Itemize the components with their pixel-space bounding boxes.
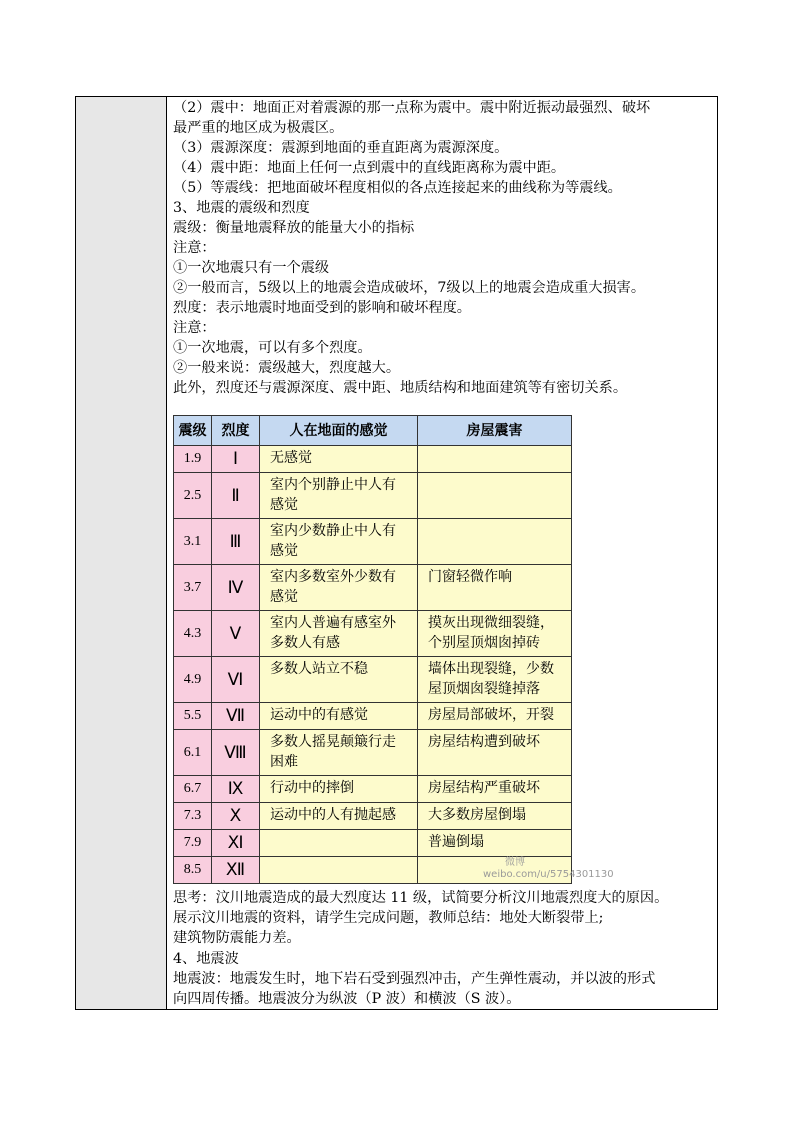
damage-cell bbox=[418, 703, 572, 730]
text-line: 烈度：表示地震时地面受到的影响和破坏程度。 bbox=[173, 300, 471, 316]
damage-text: 大多数房屋倒塌 bbox=[428, 807, 526, 823]
text-line: 注意： bbox=[173, 320, 216, 336]
feeling-text: 困难 bbox=[270, 754, 298, 770]
intensity-cell: Ⅹ bbox=[212, 803, 260, 830]
damage-cell bbox=[418, 730, 572, 776]
feeling-text: 行动中的摔倒 bbox=[270, 780, 354, 796]
text-line: 3、地震的震级和烈度 bbox=[173, 200, 310, 216]
damage-text: 墙体出现裂缝，少数 bbox=[428, 661, 554, 677]
feeling-text: 室内人普遍有感室外 bbox=[270, 615, 396, 631]
intensity-cell: Ⅴ bbox=[212, 611, 260, 657]
table-row bbox=[174, 730, 572, 776]
feeling-cell bbox=[260, 857, 418, 884]
table-header-row bbox=[174, 416, 572, 446]
magnitude-cell: 4.9 bbox=[174, 657, 212, 703]
magnitude-cell: 6.1 bbox=[174, 730, 212, 776]
damage-cell bbox=[418, 830, 572, 857]
feeling-text: 无感觉 bbox=[270, 450, 312, 466]
feeling-text: 多数人站立不稳 bbox=[270, 661, 368, 677]
feeling-text: 感觉 bbox=[270, 589, 298, 605]
feeling-cell bbox=[260, 611, 418, 657]
damage-text: 房屋局部破坏，开裂 bbox=[428, 707, 554, 723]
text-line: 地震波：地震发生时，地下岩石受到强烈冲击，产生弹性震动，并以波的形式 bbox=[173, 971, 656, 987]
feeling-cell bbox=[260, 830, 418, 857]
intensity-cell: Ⅺ bbox=[212, 830, 260, 857]
text-line: （3）震源深度：震源到地面的垂直距离为震源深度。 bbox=[173, 140, 509, 156]
intensity-cell: Ⅲ bbox=[212, 519, 260, 565]
damage-text: 门窗轻微作响 bbox=[428, 569, 512, 585]
feeling-cell bbox=[260, 703, 418, 730]
left-column bbox=[76, 97, 167, 1009]
damage-cell bbox=[418, 611, 572, 657]
feeling-text: 运动中的有感觉 bbox=[270, 707, 368, 723]
feeling-text: 室内多数室外少数有 bbox=[270, 569, 396, 585]
intensity-cell: Ⅶ bbox=[212, 703, 260, 730]
text-line: 向四周传播。地震波分为纵波（P 波）和横波（S 波）。 bbox=[173, 991, 521, 1007]
header-magnitude: 震级 bbox=[174, 416, 212, 446]
table-row bbox=[174, 565, 572, 611]
magnitude-cell: 3.7 bbox=[174, 565, 212, 611]
text-line: （4）震中距：地面上任何一点到震中的直线距离称为震中距。 bbox=[173, 160, 566, 176]
feeling-cell bbox=[260, 565, 418, 611]
magnitude-cell: 7.9 bbox=[174, 830, 212, 857]
text-line: 震级：衡量地震释放的能量大小的指标 bbox=[173, 220, 415, 236]
table-row bbox=[174, 519, 572, 565]
damage-cell bbox=[418, 519, 572, 565]
magnitude-cell: 4.3 bbox=[174, 611, 212, 657]
feeling-text: 室内少数静止中人有 bbox=[270, 523, 396, 539]
damage-text: 房屋结构严重破坏 bbox=[428, 780, 540, 796]
feeling-text: 多数人摇晃颠簸行走 bbox=[270, 734, 396, 750]
magnitude-cell: 5.5 bbox=[174, 703, 212, 730]
table-row bbox=[174, 473, 572, 519]
damage-text: 屋顶烟囱裂缝掉落 bbox=[428, 681, 540, 697]
table-body bbox=[174, 446, 572, 884]
magnitude-cell: 3.1 bbox=[174, 519, 212, 565]
table-row bbox=[174, 657, 572, 703]
text-line: （2）震中：地面正对着震源的那一点称为震中。震中附近振动最强烈、破坏 bbox=[173, 100, 651, 116]
damage-cell bbox=[418, 473, 572, 519]
intensity-cell: Ⅷ bbox=[212, 730, 260, 776]
text-line: 建筑物防震能力差。 bbox=[173, 930, 301, 946]
feeling-cell bbox=[260, 473, 418, 519]
feeling-text: 感觉 bbox=[270, 543, 298, 559]
damage-text: 摸灰出现微细裂缝， bbox=[428, 615, 554, 631]
text-line: ②一般来说：震级越大，烈度越大。 bbox=[173, 360, 401, 376]
watermark bbox=[483, 857, 614, 881]
feeling-cell bbox=[260, 657, 418, 703]
intensity-cell: Ⅵ bbox=[212, 657, 260, 703]
damage-text: 个别屋顶烟囱掉砖 bbox=[428, 635, 540, 651]
damage-cell bbox=[418, 446, 572, 473]
table-row bbox=[174, 611, 572, 657]
magnitude-cell: 7.3 bbox=[174, 803, 212, 830]
text-line: 展示汶川地震的资料，请学生完成问题，教师总结：地处大断裂带上; bbox=[173, 910, 604, 926]
damage-cell bbox=[418, 776, 572, 803]
feeling-text: 室内个别静止中人有 bbox=[270, 477, 396, 493]
feeling-text: 运动中的人有抛起感 bbox=[270, 807, 396, 823]
intensity-cell: Ⅰ bbox=[212, 446, 260, 473]
text-line: ①一次地震，可以有多个烈度。 bbox=[173, 340, 372, 356]
text-line: 此外，烈度还与震源深度、震中距、地质结构和地面建筑等有密切关系。 bbox=[173, 380, 628, 396]
feeling-cell bbox=[260, 803, 418, 830]
text-line: 最严重的地区成为极震区。 bbox=[173, 120, 344, 136]
intensity-cell: Ⅻ bbox=[212, 857, 260, 884]
feeling-cell bbox=[260, 730, 418, 776]
intensity-cell: Ⅳ bbox=[212, 565, 260, 611]
damage-cell bbox=[418, 657, 572, 703]
feeling-text: 感觉 bbox=[270, 497, 298, 513]
lesson-table bbox=[75, 96, 718, 1010]
intensity-cell: Ⅱ bbox=[212, 473, 260, 519]
magnitude-cell: 1.9 bbox=[174, 446, 212, 473]
damage-cell bbox=[418, 565, 572, 611]
damage-text: 普遍倒塌 bbox=[428, 834, 484, 850]
header-feeling: 人在地面的感觉 bbox=[260, 416, 418, 446]
text-line: （5）等震线：把地面破坏程度相似的各点连接起来的曲线称为等震线。 bbox=[173, 180, 622, 196]
text-line: 注意： bbox=[173, 240, 216, 256]
magnitude-cell: 8.5 bbox=[174, 857, 212, 884]
feeling-cell bbox=[260, 519, 418, 565]
intensity-cell: Ⅸ bbox=[212, 776, 260, 803]
magnitude-cell: 6.7 bbox=[174, 776, 212, 803]
table-row bbox=[174, 703, 572, 730]
feeling-cell bbox=[260, 776, 418, 803]
table-row bbox=[174, 830, 572, 857]
damage-cell bbox=[418, 803, 572, 830]
text-line: 思考：汶川地震造成的最大烈度达 11 级，试简要分析汶川地震烈度大的原因。 bbox=[173, 890, 669, 906]
magnitude-intensity-table bbox=[173, 415, 572, 884]
watermark-url: weibo.com/u/5754301130 bbox=[483, 869, 614, 880]
watermark-logo: 微博 bbox=[505, 857, 525, 868]
text-line: 4、地震波 bbox=[173, 951, 239, 967]
damage-text: 房屋结构遭到破坏 bbox=[428, 734, 540, 750]
magnitude-cell: 2.5 bbox=[174, 473, 212, 519]
feeling-text: 多数人有感 bbox=[270, 635, 340, 651]
header-intensity: 烈度 bbox=[212, 416, 260, 446]
table-row bbox=[174, 446, 572, 473]
text-line: ②一般而言，5级以上的地震会造成破坏，7级以上的地震会造成重大损害。 bbox=[173, 280, 646, 296]
text-line: ①一次地震只有一个震级 bbox=[173, 260, 330, 276]
header-damage: 房屋震害 bbox=[418, 416, 572, 446]
table-row bbox=[174, 776, 572, 803]
table-row bbox=[174, 803, 572, 830]
feeling-cell bbox=[260, 446, 418, 473]
